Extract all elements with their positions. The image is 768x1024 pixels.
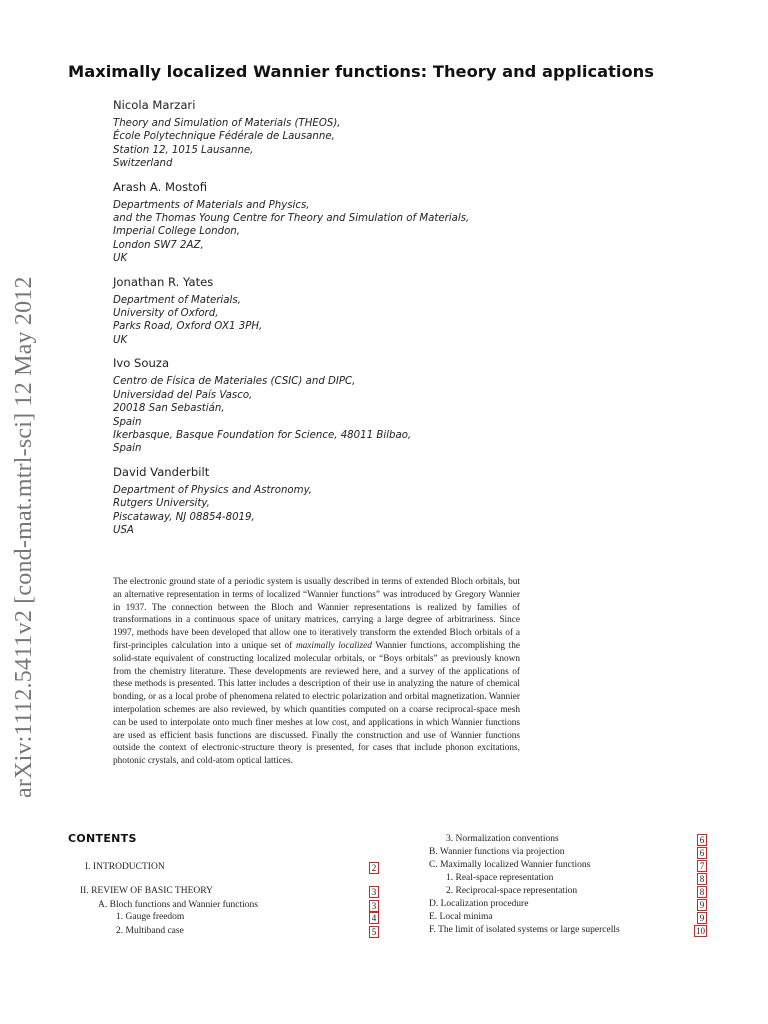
affiliation-line: Imperial College London, (113, 226, 241, 238)
affiliation-line: Piscataway, NJ 08854-8019, (113, 511, 255, 523)
toc-entry-label: C. Maximally localized Wannier functions (429, 860, 591, 870)
affiliation-line: Spain (113, 443, 142, 455)
toc-page-link[interactable]: 3 (369, 886, 379, 898)
author-block (113, 98, 673, 171)
toc-entry-label: F. The limit of isolated systems or large supercells (429, 925, 620, 935)
toc-entry[interactable] (80, 885, 385, 898)
affiliation-line: 20018 San Sebastián, (113, 403, 225, 415)
affiliation-line: London SW7 2AZ, (113, 239, 204, 251)
toc-entry-label: 2. Multiband case (116, 926, 184, 936)
author-name: David Vanderbilt (113, 464, 210, 479)
toc-page-link[interactable]: 7 (697, 860, 707, 872)
toc-page-link[interactable]: 9 (697, 912, 707, 924)
author-name: Nicola Marzari (113, 98, 196, 112)
toc-entry[interactable] (446, 872, 707, 885)
toc-entry[interactable] (429, 898, 707, 911)
author-block (113, 356, 673, 455)
affiliation-line: Switzerland (113, 158, 173, 170)
affiliation-line: Department of Physics and Astronomy, (113, 484, 313, 496)
affiliation-line: Station 12, 1015 Lausanne, (113, 144, 254, 156)
toc-entry-label: I. INTRODUCTION (85, 862, 165, 872)
affiliation-line: Department of Materials, (113, 294, 241, 306)
toc-page-link[interactable]: 6 (697, 847, 707, 859)
toc-entry-label: 3. Normalization conventions (446, 834, 559, 844)
author-name: Arash A. Mostofi (113, 179, 208, 194)
affiliation-line: Parks Road, Oxford OX1 3PH, (113, 321, 263, 333)
toc-entry-label: 2. Reciprocal-space representation (446, 886, 578, 896)
abstract-text: The electronic ground state of a periodic system is usually described in terms of extended Bloch orbitals, but an alternative representation in terms of localized “Wannier functions” was introduced by Gregory Wannier in 1937. The connection between the Bloch and Wannier representations is realized by families of transformations in a continuous space of unitary matrices, carrying a large degree of arbitrariness. Since 1997, methods have been developed that allow one to iteratively transform the extended Bloch orbitals of a first-principles calculation into a unique set of (113, 577, 520, 651)
affiliation-line: Theory and Simulation of Materials (THEOS), (113, 118, 341, 129)
author-block (113, 275, 673, 348)
author-block (113, 180, 673, 266)
toc-entry[interactable] (116, 911, 385, 924)
toc-page-link[interactable]: 6 (697, 834, 707, 846)
affiliation-line: UK (113, 253, 128, 265)
toc-page-link[interactable]: 5 (369, 926, 379, 938)
affiliation-line: Departments of Materials and Physics, (113, 199, 310, 211)
toc-entry[interactable] (429, 924, 707, 937)
toc-page-link[interactable]: 4 (369, 912, 379, 924)
affiliation-line: USA (113, 524, 134, 536)
affiliation-line: Rutgers University, (113, 498, 210, 510)
toc-entry[interactable] (429, 859, 707, 872)
toc-entry[interactable] (446, 885, 707, 898)
toc-entry[interactable] (429, 846, 707, 859)
toc-entry-label: A. Bloch functions and Wannier functions (98, 900, 259, 910)
toc-entry-label: II. REVIEW OF BASIC THEORY (80, 886, 213, 896)
toc-page-link[interactable]: 8 (697, 886, 707, 898)
toc-page-link[interactable]: 10 (696, 926, 705, 936)
author-name: Jonathan R. Yates (113, 274, 214, 289)
affiliation-line: Spain (113, 416, 142, 428)
toc-entry[interactable] (429, 911, 707, 924)
toc-page-link[interactable]: 3 (369, 900, 379, 912)
abstract-emphasis: maximally localized (295, 640, 372, 651)
arxiv-identifier: arXiv:1112.5411v2 [cond-mat.mtrl-sci] 12 May 2012 (11, 276, 37, 798)
toc-entry-label: D. Localization procedure (429, 899, 529, 909)
paper-title: Maximally localized Wannier functions: Theory and applications (68, 62, 654, 81)
abstract (113, 576, 520, 768)
affiliation-line: and the Thomas Young Centre for Theory and Simulation of Materials, (113, 213, 470, 225)
affiliation-line: Ikerbasque, Basque Foundation for Science, 48011 Bilbao, (113, 429, 412, 441)
affiliation-line: UK (113, 334, 128, 346)
affiliation-line: Centro de Física de Materiales (CSIC) and DIPC, (113, 376, 356, 388)
abstract-text: Wannier functions, accomplishing the solid-state equivalent of constructing localized molecular orbitals, or “Boys orbitals” as previously known from the chemistry literature. These developments are reviewed here, and a survey of the applications of these methods is presented. This latter includes a description of their use in analyzing the nature of chemical bonding, or as a local probe of phenomena related to electric polarization and orbital magnetization. Wannier interpolation schemes are also reviewed, by which quantities computed on a coarse reciprocal-space mesh can be used to interpolate onto much finer meshes at low cost, and applications in which Wannier functions are used as efficient basis functions are discussed. Finally the construction and use of Wannier functions outside the context of electronic-structure theory is presented, for cases that include phonon excitations, photonic crystals, and cold-atom optical lattices. (113, 640, 521, 767)
author-name: Ivo Souza (113, 356, 170, 371)
toc-entry[interactable] (116, 925, 385, 938)
affiliation-line: Universidad del País Vasco, (113, 389, 253, 401)
toc-page-link[interactable]: 8 (697, 873, 707, 885)
toc-entry[interactable] (446, 833, 707, 846)
toc-page-link[interactable]: 2 (369, 862, 379, 874)
toc-page-link[interactable]: 9 (697, 899, 707, 911)
contents-heading: CONTENTS (68, 832, 137, 845)
author-list (113, 98, 673, 546)
author-block (113, 465, 673, 538)
affiliation-line: University of Oxford, (113, 308, 219, 320)
toc-entry[interactable] (85, 861, 385, 874)
toc-entry-label: 1. Gauge freedom (116, 912, 185, 922)
toc-entry-label: B. Wannier functions via projection (429, 847, 565, 857)
toc-entry-label: 1. Real-space representation (446, 873, 554, 883)
affiliation-line: École Polytechnique Fédérale de Lausanne, (113, 131, 335, 143)
toc-entry-label: E. Local minima (429, 912, 493, 922)
